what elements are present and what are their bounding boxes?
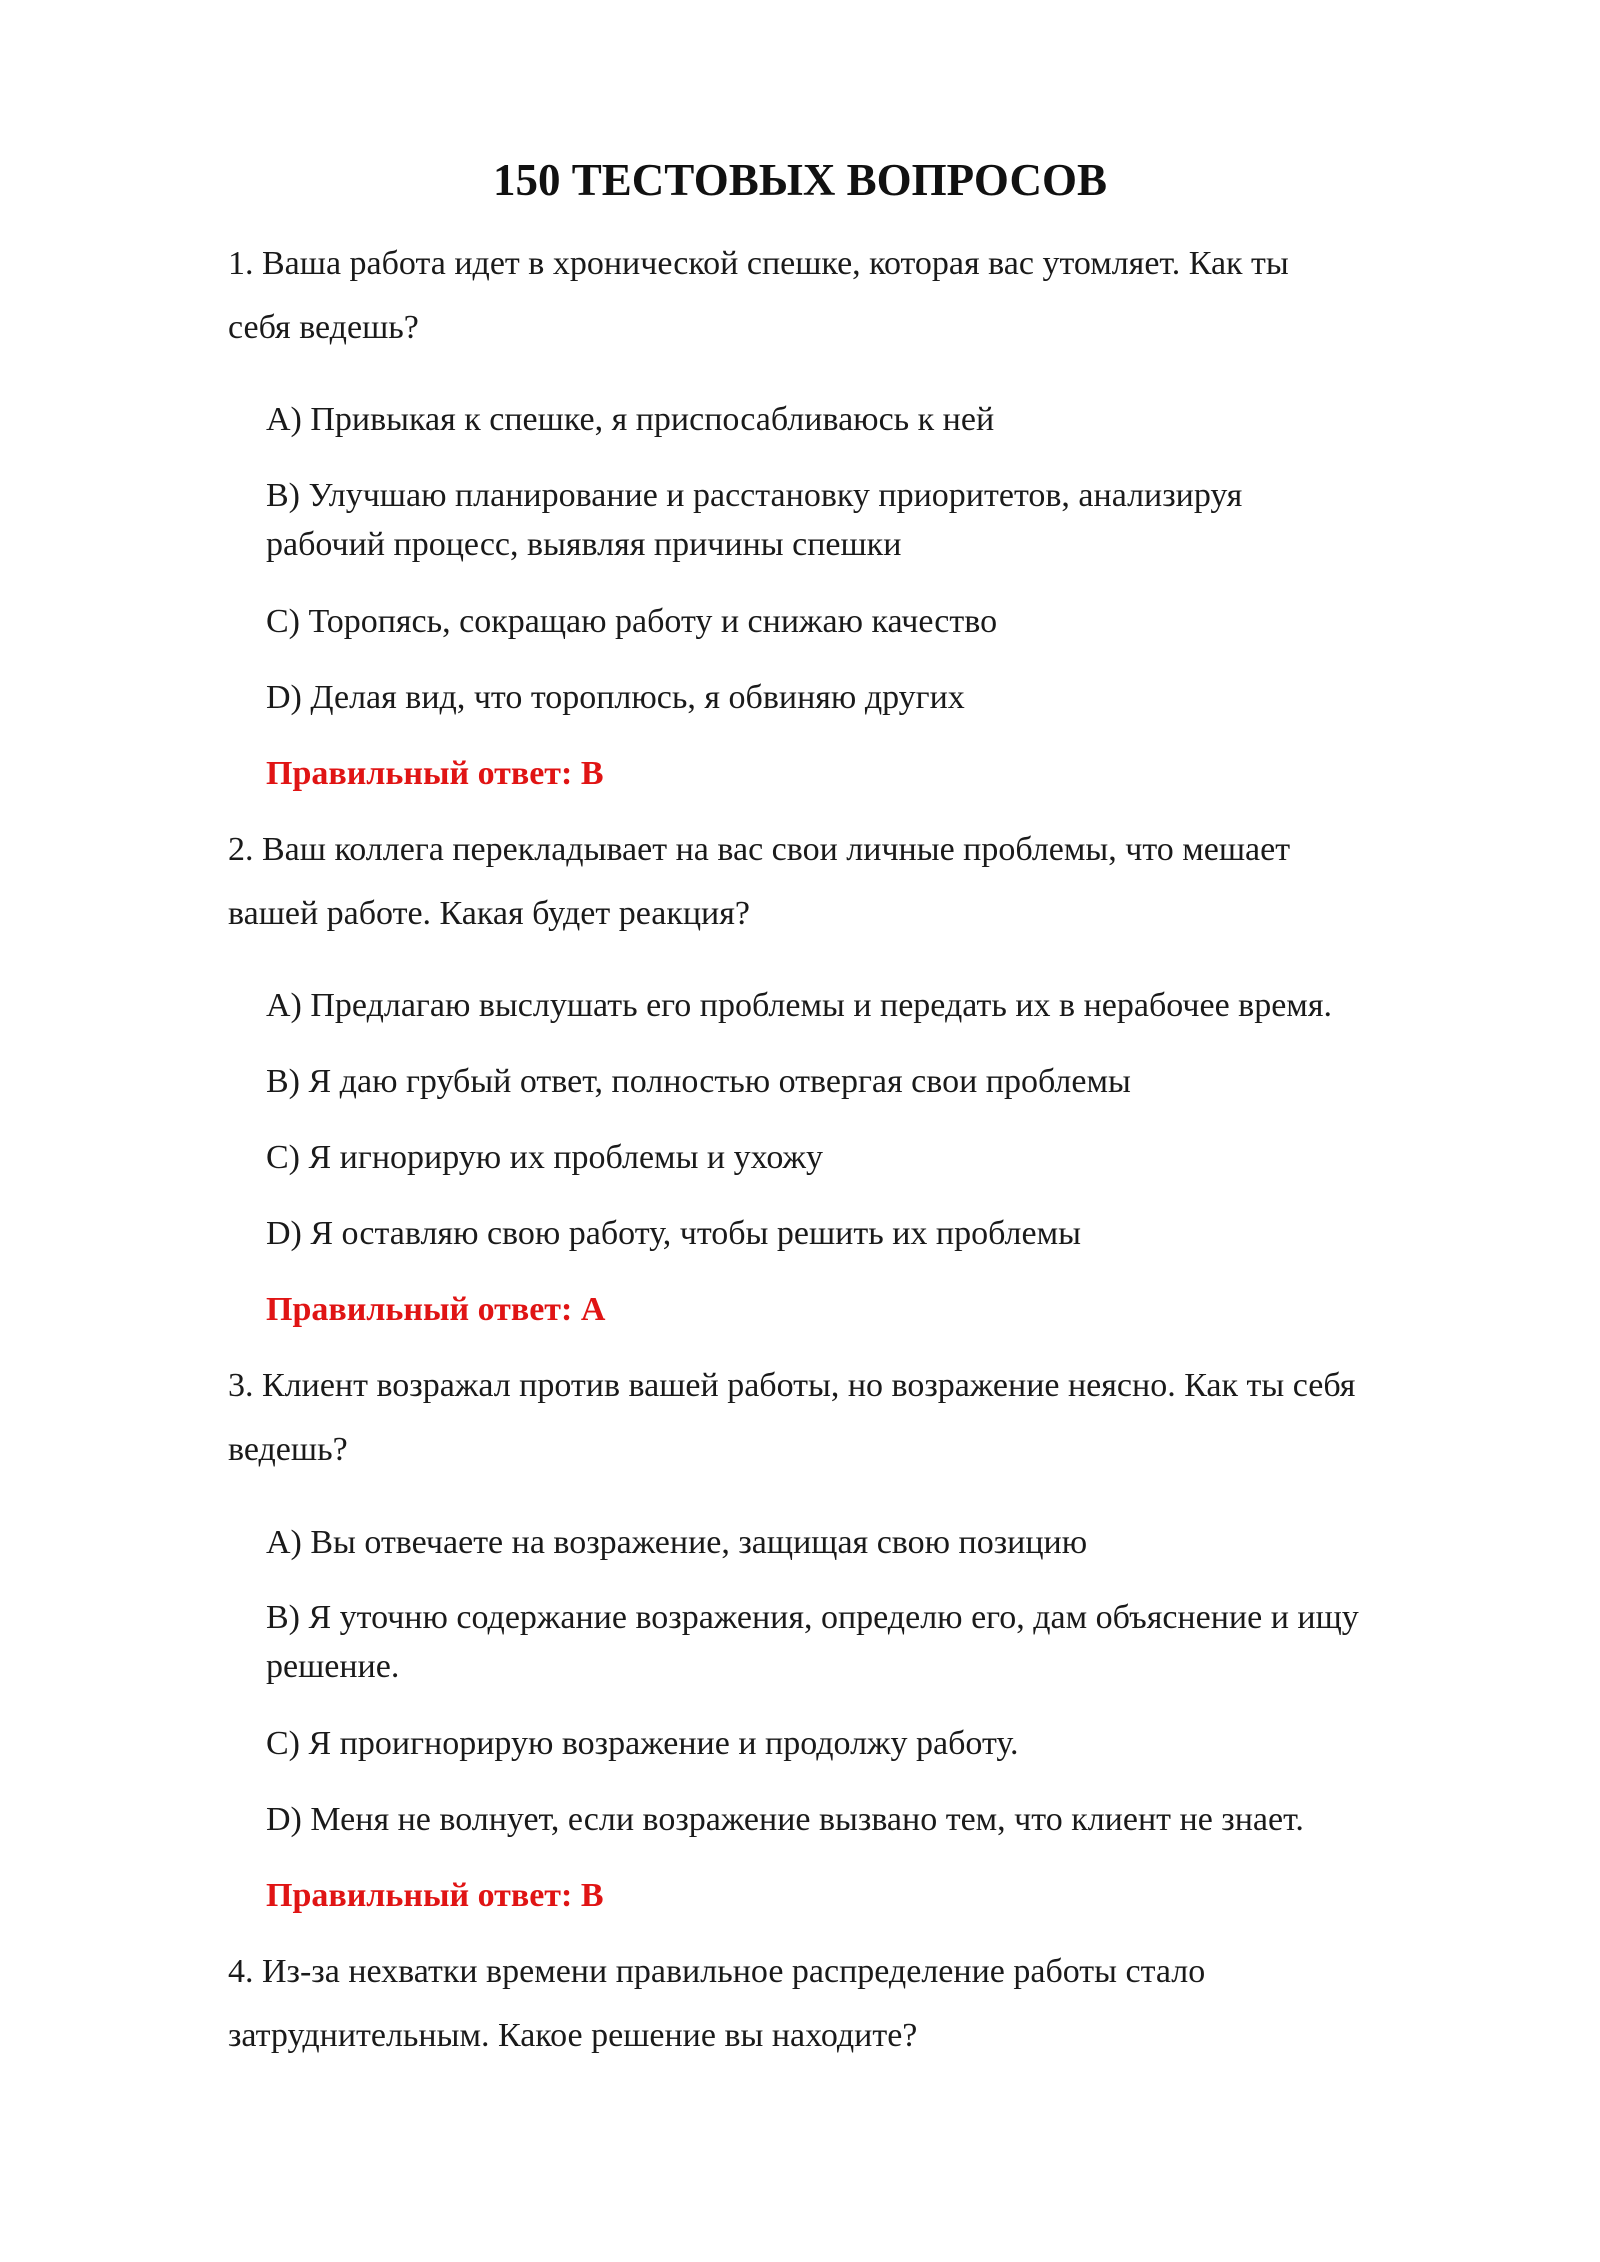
question-1-option-b-line-2: рабочий процесс, выявляя причины спешки [266, 526, 902, 563]
question-1-line-2: себя ведешь? [228, 309, 419, 346]
question-3-line-2: ведешь? [228, 1431, 348, 1468]
question-3-correct-answer: Правильный ответ: B [266, 1877, 604, 1914]
question-3-option-c: C) Я проигнорирую возражение и продолжу работу. [266, 1725, 1019, 1762]
question-3-option-b-line-2: решение. [266, 1648, 400, 1685]
question-2-option-a: A) Предлагаю выслушать его проблемы и передать их в нерабочее время. [266, 987, 1332, 1024]
question-3-option-d: D) Меня не волнует, если возражение вызвано тем, что клиент не знает. [266, 1801, 1304, 1838]
question-2-line-2: вашей работе. Какая будет реакция? [228, 895, 750, 932]
question-1-correct-answer: Правильный ответ: B [266, 755, 604, 792]
document-title: 150 ТЕСТОВЫХ ВОПРОСОВ [493, 155, 1107, 205]
question-1-option-c: C) Торопясь, сокращаю работу и снижаю качество [266, 603, 998, 640]
question-1-line-1: 1. Ваша работа идет в хронической спешке, которая вас утомляет. Как ты [228, 245, 1289, 282]
question-2-line-1: 2. Ваш коллега перекладывает на вас свои личные проблемы, что мешает [228, 831, 1291, 868]
question-2-option-d: D) Я оставляю свою работу, чтобы решить их проблемы [266, 1215, 1081, 1252]
question-4-line-1: 4. Из-за нехватки времени правильное распределение работы стало [228, 1953, 1206, 1990]
question-2-option-c: C) Я игнорирую их проблемы и ухожу [266, 1139, 823, 1176]
question-2-option-b: B) Я даю грубый ответ, полностью отвергая свои проблемы [266, 1063, 1131, 1100]
question-1-option-a: A) Привыкая к спешке, я приспосабливаюсь к ней [266, 401, 995, 438]
question-4-line-2: затруднительным. Какое решение вы находите? [228, 2017, 918, 2054]
question-3-line-1: 3. Клиент возражал против вашей работы, но возражение неясно. Как ты себя [228, 1367, 1356, 1404]
question-2-correct-answer: Правильный ответ: A [266, 1291, 606, 1328]
question-3-option-a: A) Вы отвечаете на возражение, защищая свою позицию [266, 1524, 1088, 1561]
question-1-option-b-line-1: B) Улучшаю планирование и расстановку приоритетов, анализируя [266, 477, 1243, 514]
question-3-option-b-line-1: B) Я уточню содержание возражения, определю его, дам объяснение и ищу [266, 1599, 1359, 1636]
question-1-option-d: D) Делая вид, что тороплюсь, я обвиняю других [266, 679, 965, 716]
